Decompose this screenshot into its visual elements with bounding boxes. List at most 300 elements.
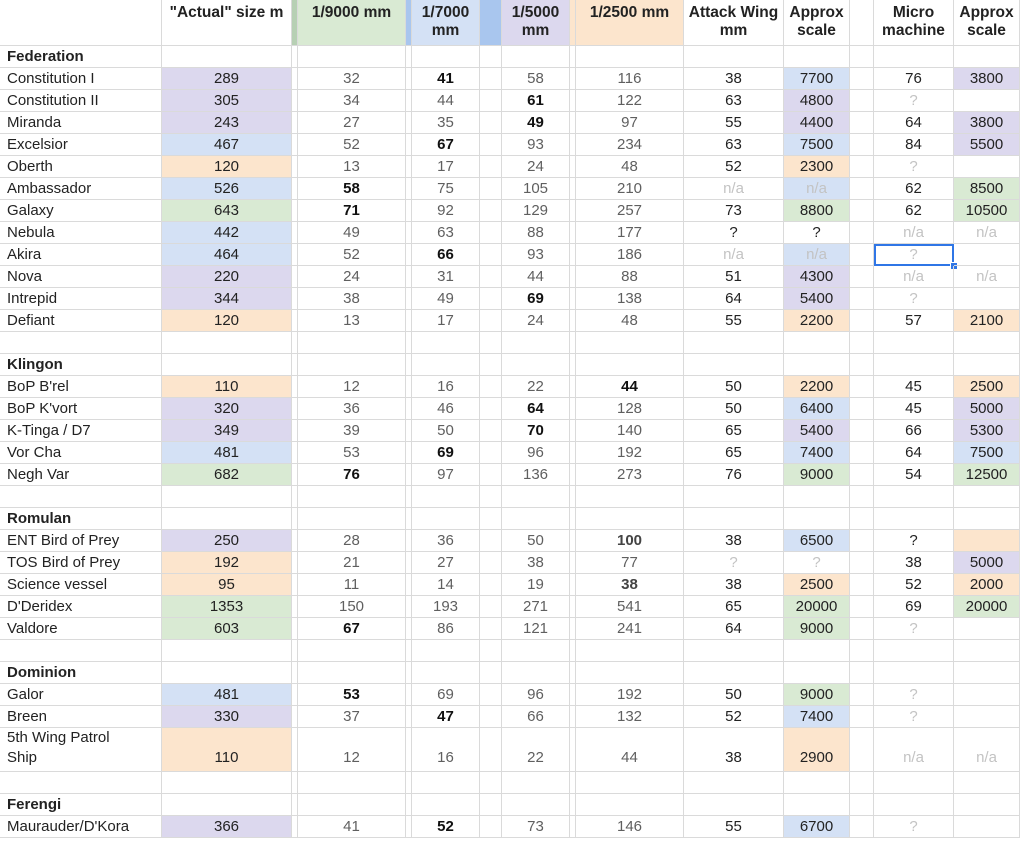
table-cell[interactable]	[480, 442, 502, 464]
table-cell[interactable]	[480, 596, 502, 618]
table-cell[interactable]	[502, 640, 570, 662]
approx-scale-cell[interactable]: 9000	[784, 618, 850, 640]
table-cell[interactable]	[684, 772, 784, 794]
scale-9000-cell[interactable]: 150	[298, 596, 406, 618]
table-cell[interactable]	[850, 222, 874, 244]
actual-size-cell[interactable]: 289	[162, 68, 292, 90]
micro-machine-cell[interactable]: n/a	[874, 728, 954, 772]
scale-2500-cell[interactable]: 44	[576, 376, 684, 398]
attack-wing-cell[interactable]: ?	[684, 222, 784, 244]
table-cell[interactable]	[850, 310, 874, 332]
actual-size-cell[interactable]: 464	[162, 244, 292, 266]
ship-name[interactable]: Defiant	[0, 310, 162, 332]
table-cell[interactable]	[412, 772, 480, 794]
table-cell[interactable]	[576, 640, 684, 662]
table-cell[interactable]	[480, 222, 502, 244]
table-cell[interactable]	[412, 640, 480, 662]
table-cell[interactable]	[480, 46, 502, 68]
micro-machine-cell[interactable]: 64	[874, 442, 954, 464]
micro-machine-cell[interactable]: 84	[874, 134, 954, 156]
scale-5000-cell[interactable]: 93	[502, 244, 570, 266]
micro-approx-scale-cell[interactable]	[954, 816, 1020, 838]
micro-approx-scale-cell[interactable]: 3800	[954, 68, 1020, 90]
micro-approx-scale-cell[interactable]: 20000	[954, 596, 1020, 618]
scale-9000-cell[interactable]: 24	[298, 266, 406, 288]
scale-9000-cell[interactable]: 41	[298, 816, 406, 838]
scale-7000-cell[interactable]: 52	[412, 816, 480, 838]
table-cell[interactable]	[412, 508, 480, 530]
table-cell[interactable]	[850, 266, 874, 288]
scale-5000-cell[interactable]: 38	[502, 552, 570, 574]
table-cell[interactable]	[874, 794, 954, 816]
table-cell[interactable]	[480, 244, 502, 266]
table-cell[interactable]	[162, 662, 292, 684]
scale-5000-cell[interactable]: 50	[502, 530, 570, 552]
attack-wing-cell[interactable]: 55	[684, 816, 784, 838]
scale-5000-cell[interactable]: 49	[502, 112, 570, 134]
table-cell[interactable]	[874, 354, 954, 376]
actual-size-cell[interactable]: 220	[162, 266, 292, 288]
scale-9000-cell[interactable]: 49	[298, 222, 406, 244]
table-cell[interactable]	[954, 486, 1020, 508]
table-cell[interactable]	[298, 640, 406, 662]
ship-name[interactable]: Oberth	[0, 156, 162, 178]
approx-scale-cell[interactable]: 8800	[784, 200, 850, 222]
table-cell[interactable]	[480, 706, 502, 728]
attack-wing-cell[interactable]: 51	[684, 266, 784, 288]
attack-wing-cell[interactable]: 38	[684, 530, 784, 552]
table-cell[interactable]	[874, 772, 954, 794]
table-cell[interactable]	[684, 662, 784, 684]
table-cell[interactable]	[954, 332, 1020, 354]
scale-9000-cell[interactable]: 39	[298, 420, 406, 442]
table-cell[interactable]	[480, 662, 502, 684]
table-cell[interactable]	[576, 508, 684, 530]
scale-2500-cell[interactable]: 122	[576, 90, 684, 112]
scale-7000-cell[interactable]: 17	[412, 310, 480, 332]
table-cell[interactable]	[576, 332, 684, 354]
approx-scale-cell[interactable]: 2900	[784, 728, 850, 772]
actual-size-cell[interactable]: 366	[162, 816, 292, 838]
scale-7000-cell[interactable]: 27	[412, 552, 480, 574]
scale-5000-cell[interactable]: 22	[502, 376, 570, 398]
table-cell[interactable]	[502, 662, 570, 684]
actual-size-cell[interactable]: 320	[162, 398, 292, 420]
table-cell[interactable]	[850, 640, 874, 662]
ship-name[interactable]: Ambassador	[0, 178, 162, 200]
actual-size-cell[interactable]: 442	[162, 222, 292, 244]
micro-approx-scale-cell[interactable]	[954, 244, 1020, 266]
table-cell[interactable]	[480, 772, 502, 794]
table-cell[interactable]	[684, 354, 784, 376]
table-cell[interactable]	[162, 508, 292, 530]
micro-approx-scale-cell[interactable]: 12500	[954, 464, 1020, 486]
micro-approx-scale-cell[interactable]: n/a	[954, 266, 1020, 288]
table-cell[interactable]	[480, 354, 502, 376]
group-label[interactable]: Klingon	[0, 354, 162, 376]
approx-scale-cell[interactable]: ?	[784, 222, 850, 244]
actual-size-cell[interactable]: 349	[162, 420, 292, 442]
scale-7000-cell[interactable]: 41	[412, 68, 480, 90]
scale-5000-cell[interactable]: 121	[502, 618, 570, 640]
table-cell[interactable]	[684, 332, 784, 354]
attack-wing-cell[interactable]: 50	[684, 376, 784, 398]
approx-scale-cell[interactable]: 7700	[784, 68, 850, 90]
scale-7000-cell[interactable]: 67	[412, 134, 480, 156]
attack-wing-cell[interactable]: 55	[684, 112, 784, 134]
scale-9000-cell[interactable]: 12	[298, 728, 406, 772]
table-cell[interactable]	[480, 574, 502, 596]
actual-size-cell[interactable]: 250	[162, 530, 292, 552]
actual-size-cell[interactable]: 243	[162, 112, 292, 134]
micro-machine-cell[interactable]: 54	[874, 464, 954, 486]
table-cell[interactable]	[480, 288, 502, 310]
micro-approx-scale-cell[interactable]: 10500	[954, 200, 1020, 222]
scale-5000-cell[interactable]: 96	[502, 684, 570, 706]
table-cell[interactable]	[576, 772, 684, 794]
table-cell[interactable]	[502, 332, 570, 354]
table-cell[interactable]	[412, 486, 480, 508]
micro-machine-cell[interactable]: ?	[874, 288, 954, 310]
table-cell[interactable]	[850, 574, 874, 596]
scale-7000-cell[interactable]: 66	[412, 244, 480, 266]
table-cell[interactable]	[850, 618, 874, 640]
column-header[interactable]: Attack Wing mm	[684, 0, 784, 46]
table-cell[interactable]	[954, 662, 1020, 684]
attack-wing-cell[interactable]: 50	[684, 398, 784, 420]
table-cell[interactable]	[954, 640, 1020, 662]
attack-wing-cell[interactable]: n/a	[684, 178, 784, 200]
scale-7000-cell[interactable]: 193	[412, 596, 480, 618]
ship-name[interactable]: Valdore	[0, 618, 162, 640]
micro-approx-scale-cell[interactable]	[954, 156, 1020, 178]
scale-9000-cell[interactable]: 12	[298, 376, 406, 398]
column-header[interactable]: "Actual" size m	[162, 0, 292, 46]
table-cell[interactable]	[298, 354, 406, 376]
table-cell[interactable]	[480, 684, 502, 706]
attack-wing-cell[interactable]: 50	[684, 684, 784, 706]
scale-2500-cell[interactable]: 132	[576, 706, 684, 728]
approx-scale-cell[interactable]: 2200	[784, 310, 850, 332]
table-cell[interactable]	[298, 662, 406, 684]
micro-approx-scale-cell[interactable]: n/a	[954, 222, 1020, 244]
table-cell[interactable]	[850, 46, 874, 68]
table-cell[interactable]	[850, 552, 874, 574]
table-cell[interactable]	[162, 354, 292, 376]
micro-machine-cell[interactable]: 66	[874, 420, 954, 442]
scale-2500-cell[interactable]: 234	[576, 134, 684, 156]
actual-size-cell[interactable]: 467	[162, 134, 292, 156]
table-cell[interactable]	[502, 354, 570, 376]
micro-machine-cell[interactable]: n/a	[874, 266, 954, 288]
scale-9000-cell[interactable]: 21	[298, 552, 406, 574]
table-cell[interactable]	[162, 46, 292, 68]
micro-approx-scale-cell[interactable]: 2100	[954, 310, 1020, 332]
table-cell[interactable]	[874, 332, 954, 354]
scale-5000-cell[interactable]: 129	[502, 200, 570, 222]
scale-2500-cell[interactable]: 257	[576, 200, 684, 222]
micro-machine-cell[interactable]: ?	[874, 156, 954, 178]
table-cell[interactable]	[480, 816, 502, 838]
attack-wing-cell[interactable]: 38	[684, 68, 784, 90]
table-cell[interactable]	[784, 772, 850, 794]
table-cell[interactable]	[684, 794, 784, 816]
table-cell[interactable]	[412, 332, 480, 354]
ship-name[interactable]: BoP B'rel	[0, 376, 162, 398]
table-cell[interactable]	[850, 442, 874, 464]
scale-2500-cell[interactable]: 140	[576, 420, 684, 442]
micro-machine-cell[interactable]: 76	[874, 68, 954, 90]
table-cell[interactable]	[954, 46, 1020, 68]
actual-size-cell[interactable]: 192	[162, 552, 292, 574]
scale-5000-cell[interactable]: 73	[502, 816, 570, 838]
table-cell[interactable]	[576, 46, 684, 68]
attack-wing-cell[interactable]: 52	[684, 706, 784, 728]
table-cell[interactable]	[784, 354, 850, 376]
approx-scale-cell[interactable]: n/a	[784, 244, 850, 266]
scale-2500-cell[interactable]: 177	[576, 222, 684, 244]
scale-9000-cell[interactable]: 34	[298, 90, 406, 112]
table-cell[interactable]	[850, 596, 874, 618]
table-cell[interactable]	[576, 794, 684, 816]
approx-scale-cell[interactable]: 2300	[784, 156, 850, 178]
table-cell[interactable]	[298, 332, 406, 354]
actual-size-cell[interactable]: 1353	[162, 596, 292, 618]
table-cell[interactable]	[0, 772, 162, 794]
scale-2500-cell[interactable]: 88	[576, 266, 684, 288]
actual-size-cell[interactable]: 305	[162, 90, 292, 112]
column-header[interactable]	[850, 0, 874, 46]
actual-size-cell[interactable]: 344	[162, 288, 292, 310]
scale-9000-cell[interactable]: 37	[298, 706, 406, 728]
column-header[interactable]: Approx scale	[954, 0, 1020, 46]
scale-9000-cell[interactable]: 11	[298, 574, 406, 596]
actual-size-cell[interactable]: 603	[162, 618, 292, 640]
table-cell[interactable]	[850, 178, 874, 200]
attack-wing-cell[interactable]: 64	[684, 288, 784, 310]
table-cell[interactable]	[874, 46, 954, 68]
table-cell[interactable]	[412, 794, 480, 816]
micro-approx-scale-cell[interactable]: n/a	[954, 728, 1020, 772]
selected-cell[interactable]: ?	[874, 244, 954, 266]
table-cell[interactable]	[480, 728, 502, 772]
micro-machine-cell[interactable]: 69	[874, 596, 954, 618]
scale-2500-cell[interactable]: 97	[576, 112, 684, 134]
scale-9000-cell[interactable]: 67	[298, 618, 406, 640]
attack-wing-cell[interactable]: 63	[684, 90, 784, 112]
table-cell[interactable]	[162, 794, 292, 816]
actual-size-cell[interactable]: 481	[162, 684, 292, 706]
scale-2500-cell[interactable]: 48	[576, 310, 684, 332]
table-cell[interactable]	[480, 68, 502, 90]
table-cell[interactable]	[954, 794, 1020, 816]
micro-approx-scale-cell[interactable]: 2500	[954, 376, 1020, 398]
scale-5000-cell[interactable]: 24	[502, 156, 570, 178]
micro-approx-scale-cell[interactable]	[954, 706, 1020, 728]
table-cell[interactable]	[502, 46, 570, 68]
table-cell[interactable]	[412, 46, 480, 68]
ship-name[interactable]: Nova	[0, 266, 162, 288]
scale-9000-cell[interactable]: 52	[298, 134, 406, 156]
micro-approx-scale-cell[interactable]: 5500	[954, 134, 1020, 156]
table-cell[interactable]	[874, 508, 954, 530]
table-cell[interactable]	[162, 332, 292, 354]
scale-2500-cell[interactable]: 210	[576, 178, 684, 200]
scale-2500-cell[interactable]: 241	[576, 618, 684, 640]
group-label[interactable]: Ferengi	[0, 794, 162, 816]
table-cell[interactable]	[954, 772, 1020, 794]
table-cell[interactable]	[298, 46, 406, 68]
ship-name[interactable]: Negh Var	[0, 464, 162, 486]
ship-name[interactable]	[0, 728, 162, 772]
scale-2500-cell[interactable]: 44	[576, 728, 684, 772]
scale-9000-cell[interactable]: 53	[298, 442, 406, 464]
table-cell[interactable]	[576, 662, 684, 684]
scale-7000-cell[interactable]: 44	[412, 90, 480, 112]
scale-5000-cell[interactable]: 44	[502, 266, 570, 288]
ship-name[interactable]: Excelsior	[0, 134, 162, 156]
micro-machine-cell[interactable]: ?	[874, 90, 954, 112]
attack-wing-cell[interactable]: 65	[684, 420, 784, 442]
table-cell[interactable]	[850, 68, 874, 90]
scale-2500-cell[interactable]: 192	[576, 442, 684, 464]
table-cell[interactable]	[874, 662, 954, 684]
scale-7000-cell[interactable]: 63	[412, 222, 480, 244]
ship-name[interactable]: BoP K'vort	[0, 398, 162, 420]
ship-name[interactable]: Nebula	[0, 222, 162, 244]
scale-5000-cell[interactable]: 96	[502, 442, 570, 464]
micro-approx-scale-cell[interactable]: 2000	[954, 574, 1020, 596]
micro-machine-cell[interactable]: 64	[874, 112, 954, 134]
scale-2500-cell[interactable]: 541	[576, 596, 684, 618]
scale-5000-cell[interactable]: 61	[502, 90, 570, 112]
table-cell[interactable]	[502, 508, 570, 530]
table-cell[interactable]	[480, 178, 502, 200]
actual-size-cell[interactable]: 95	[162, 574, 292, 596]
column-header[interactable]	[0, 0, 162, 46]
table-cell[interactable]	[502, 486, 570, 508]
column-header[interactable]	[480, 0, 502, 46]
approx-scale-cell[interactable]: 4300	[784, 266, 850, 288]
scale-7000-cell[interactable]: 16	[412, 728, 480, 772]
scale-7000-cell[interactable]: 69	[412, 442, 480, 464]
table-cell[interactable]	[480, 90, 502, 112]
table-cell[interactable]	[0, 332, 162, 354]
table-cell[interactable]	[480, 530, 502, 552]
scale-7000-cell[interactable]: 69	[412, 684, 480, 706]
table-cell[interactable]	[480, 112, 502, 134]
approx-scale-cell[interactable]: 6700	[784, 816, 850, 838]
ship-name[interactable]: Vor Cha	[0, 442, 162, 464]
attack-wing-cell[interactable]: 38	[684, 728, 784, 772]
micro-approx-scale-cell[interactable]: 7500	[954, 442, 1020, 464]
scale-7000-cell[interactable]: 16	[412, 376, 480, 398]
table-cell[interactable]	[412, 662, 480, 684]
scale-7000-cell[interactable]: 14	[412, 574, 480, 596]
actual-size-cell[interactable]: 526	[162, 178, 292, 200]
micro-machine-cell[interactable]: ?	[874, 530, 954, 552]
table-cell[interactable]	[850, 794, 874, 816]
scale-7000-cell[interactable]: 17	[412, 156, 480, 178]
table-cell[interactable]	[850, 354, 874, 376]
approx-scale-cell[interactable]: 4400	[784, 112, 850, 134]
attack-wing-cell[interactable]: 65	[684, 596, 784, 618]
approx-scale-cell[interactable]: 7500	[784, 134, 850, 156]
ship-name[interactable]: Akira	[0, 244, 162, 266]
table-cell[interactable]	[480, 332, 502, 354]
ship-name[interactable]: Constitution I	[0, 68, 162, 90]
table-cell[interactable]	[162, 486, 292, 508]
scale-7000-cell[interactable]: 36	[412, 530, 480, 552]
scale-5000-cell[interactable]: 64	[502, 398, 570, 420]
micro-machine-cell[interactable]: 45	[874, 398, 954, 420]
table-cell[interactable]	[480, 640, 502, 662]
ship-name[interactable]: Miranda	[0, 112, 162, 134]
table-cell[interactable]	[684, 508, 784, 530]
scale-2500-cell[interactable]: 77	[576, 552, 684, 574]
attack-wing-cell[interactable]: ?	[684, 552, 784, 574]
micro-approx-scale-cell[interactable]	[954, 618, 1020, 640]
table-cell[interactable]	[850, 728, 874, 772]
approx-scale-cell[interactable]: 5400	[784, 420, 850, 442]
table-cell[interactable]	[850, 90, 874, 112]
table-cell[interactable]	[162, 640, 292, 662]
scale-9000-cell[interactable]: 36	[298, 398, 406, 420]
table-cell[interactable]	[480, 310, 502, 332]
attack-wing-cell[interactable]: 73	[684, 200, 784, 222]
table-cell[interactable]	[874, 640, 954, 662]
ship-name[interactable]: D'Deridex	[0, 596, 162, 618]
table-cell[interactable]	[850, 332, 874, 354]
approx-scale-cell[interactable]: 6500	[784, 530, 850, 552]
approx-scale-cell[interactable]: 20000	[784, 596, 850, 618]
table-cell[interactable]	[684, 46, 784, 68]
table-cell[interactable]	[480, 508, 502, 530]
attack-wing-cell[interactable]: 64	[684, 618, 784, 640]
scale-2500-cell[interactable]: 273	[576, 464, 684, 486]
actual-size-cell[interactable]: 330	[162, 706, 292, 728]
table-cell[interactable]	[784, 662, 850, 684]
scale-9000-cell[interactable]: 38	[298, 288, 406, 310]
micro-machine-cell[interactable]: 57	[874, 310, 954, 332]
scale-2500-cell[interactable]: 128	[576, 398, 684, 420]
attack-wing-cell[interactable]: n/a	[684, 244, 784, 266]
actual-size-cell[interactable]: 481	[162, 442, 292, 464]
group-label[interactable]: Federation	[0, 46, 162, 68]
column-header[interactable]: Micro machine	[874, 0, 954, 46]
table-cell[interactable]	[162, 772, 292, 794]
approx-scale-cell[interactable]: 9000	[784, 684, 850, 706]
table-cell[interactable]	[480, 794, 502, 816]
table-cell[interactable]	[298, 508, 406, 530]
attack-wing-cell[interactable]: 52	[684, 156, 784, 178]
scale-7000-cell[interactable]: 46	[412, 398, 480, 420]
table-cell[interactable]	[850, 486, 874, 508]
scale-2500-cell[interactable]: 48	[576, 156, 684, 178]
scale-5000-cell[interactable]: 22	[502, 728, 570, 772]
table-cell[interactable]	[784, 640, 850, 662]
table-cell[interactable]	[480, 398, 502, 420]
actual-size-cell[interactable]: 120	[162, 156, 292, 178]
table-cell[interactable]	[954, 508, 1020, 530]
table-cell[interactable]	[412, 354, 480, 376]
scale-7000-cell[interactable]: 31	[412, 266, 480, 288]
table-cell[interactable]	[480, 200, 502, 222]
table-cell[interactable]	[850, 772, 874, 794]
table-cell[interactable]	[784, 794, 850, 816]
table-cell[interactable]	[850, 398, 874, 420]
scale-9000-cell[interactable]: 52	[298, 244, 406, 266]
